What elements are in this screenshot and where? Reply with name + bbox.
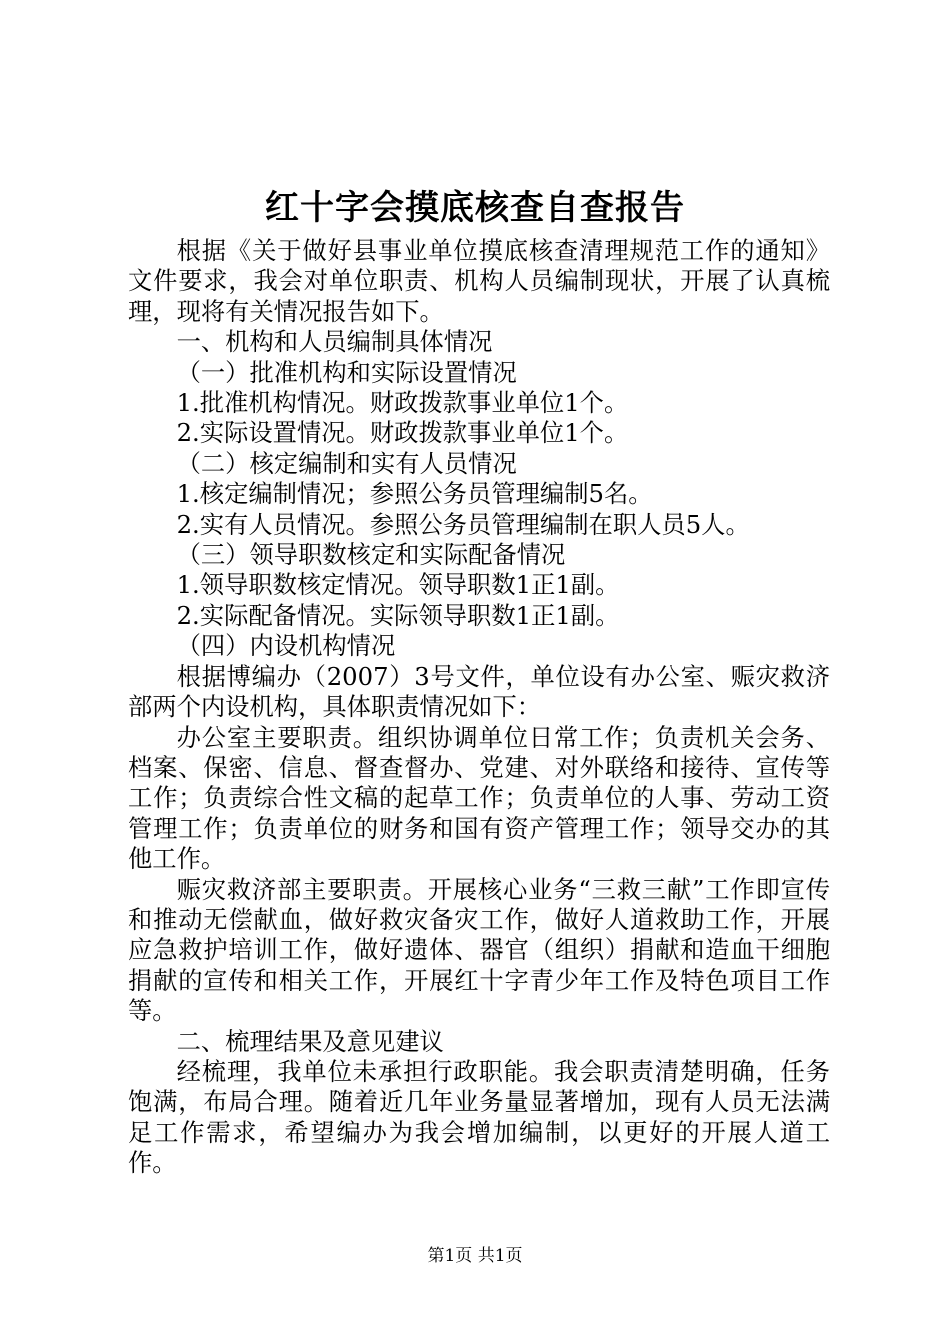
list-item: 2.实有人员情况。参照公务员管理编制在职人员5人。 bbox=[176, 509, 750, 539]
list-item: 2.实际配备情况。实际领导职数1正1副。 bbox=[176, 600, 620, 630]
section-heading-1: 一、机构和人员编制具体情况 bbox=[176, 327, 493, 357]
section-heading-2: 二、梳理结果及意见建议 bbox=[176, 1026, 444, 1056]
list-item: 2.实际设置情况。财政拨款事业单位1个。 bbox=[176, 418, 629, 448]
page-footer: 第1页 共1页 bbox=[427, 1246, 523, 1266]
list-item: 1.批准机构情况。财政拨款事业单位1个。 bbox=[176, 388, 629, 418]
subsection-heading-3: （三）领导职数核定和实际配备情况 bbox=[176, 540, 566, 570]
paragraph-conclusion: 经梳理，我单位未承担行政职能。我会职责清楚明确，任务饱满，布局合理。随着近几年业务量显著增加，现有人员无法满足工作需求，希望编办为我会增加编制，以更好的开展人道工作。 bbox=[128, 1056, 830, 1178]
subsection-heading-1: （一）批准机构和实际设置情况 bbox=[176, 357, 517, 387]
subsection-heading-4: （四）内设机构情况 bbox=[176, 631, 396, 661]
document-body bbox=[128, 236, 830, 1179]
list-item: 1.领导职数核定情况。领导职数1正1副。 bbox=[176, 570, 620, 600]
paragraph: 根据博编办（2007）3号文件，单位设有办公室、赈灾救济部两个内设机构，具体职责情况如下： bbox=[128, 661, 830, 722]
paragraph-intro: 根据《关于做好县事业单位摸底核查清理规范工作的通知》文件要求，我会对单位职责、机构人员编制现状，开展了认真梳理，现将有关情况报告如下。 bbox=[128, 236, 830, 326]
subsection-heading-2: （二）核定编制和实有人员情况 bbox=[176, 448, 517, 478]
paragraph: 办公室主要职责。组织协调单位日常工作；负责机关会务、档案、保密、信息、督查督办、党建、对外联络和接待、宣传等工作；负责综合性文稿的起草工作；负责单位的人事、劳动工资管理工作；负责单位的财务和国有资产管理工作；领导交办的其他工作。 bbox=[128, 722, 830, 874]
paragraph: 赈灾救济部主要职责。开展核心业务“三救三献”工作即宣传和推动无偿献血，做好救灾备灾工作，做好人道救助工作，开展应急救护培训工作，做好遗体、器官（组织）捐献和造血干细胞捐献的宣传和相关工作，开展红十字青少年工作及特色项目工作等。 bbox=[128, 874, 830, 1026]
list-item: 1.核定编制情况；参照公务员管理编制5名。 bbox=[176, 479, 653, 509]
document-title: 红十字会摸底核查自查报告 bbox=[265, 188, 685, 228]
